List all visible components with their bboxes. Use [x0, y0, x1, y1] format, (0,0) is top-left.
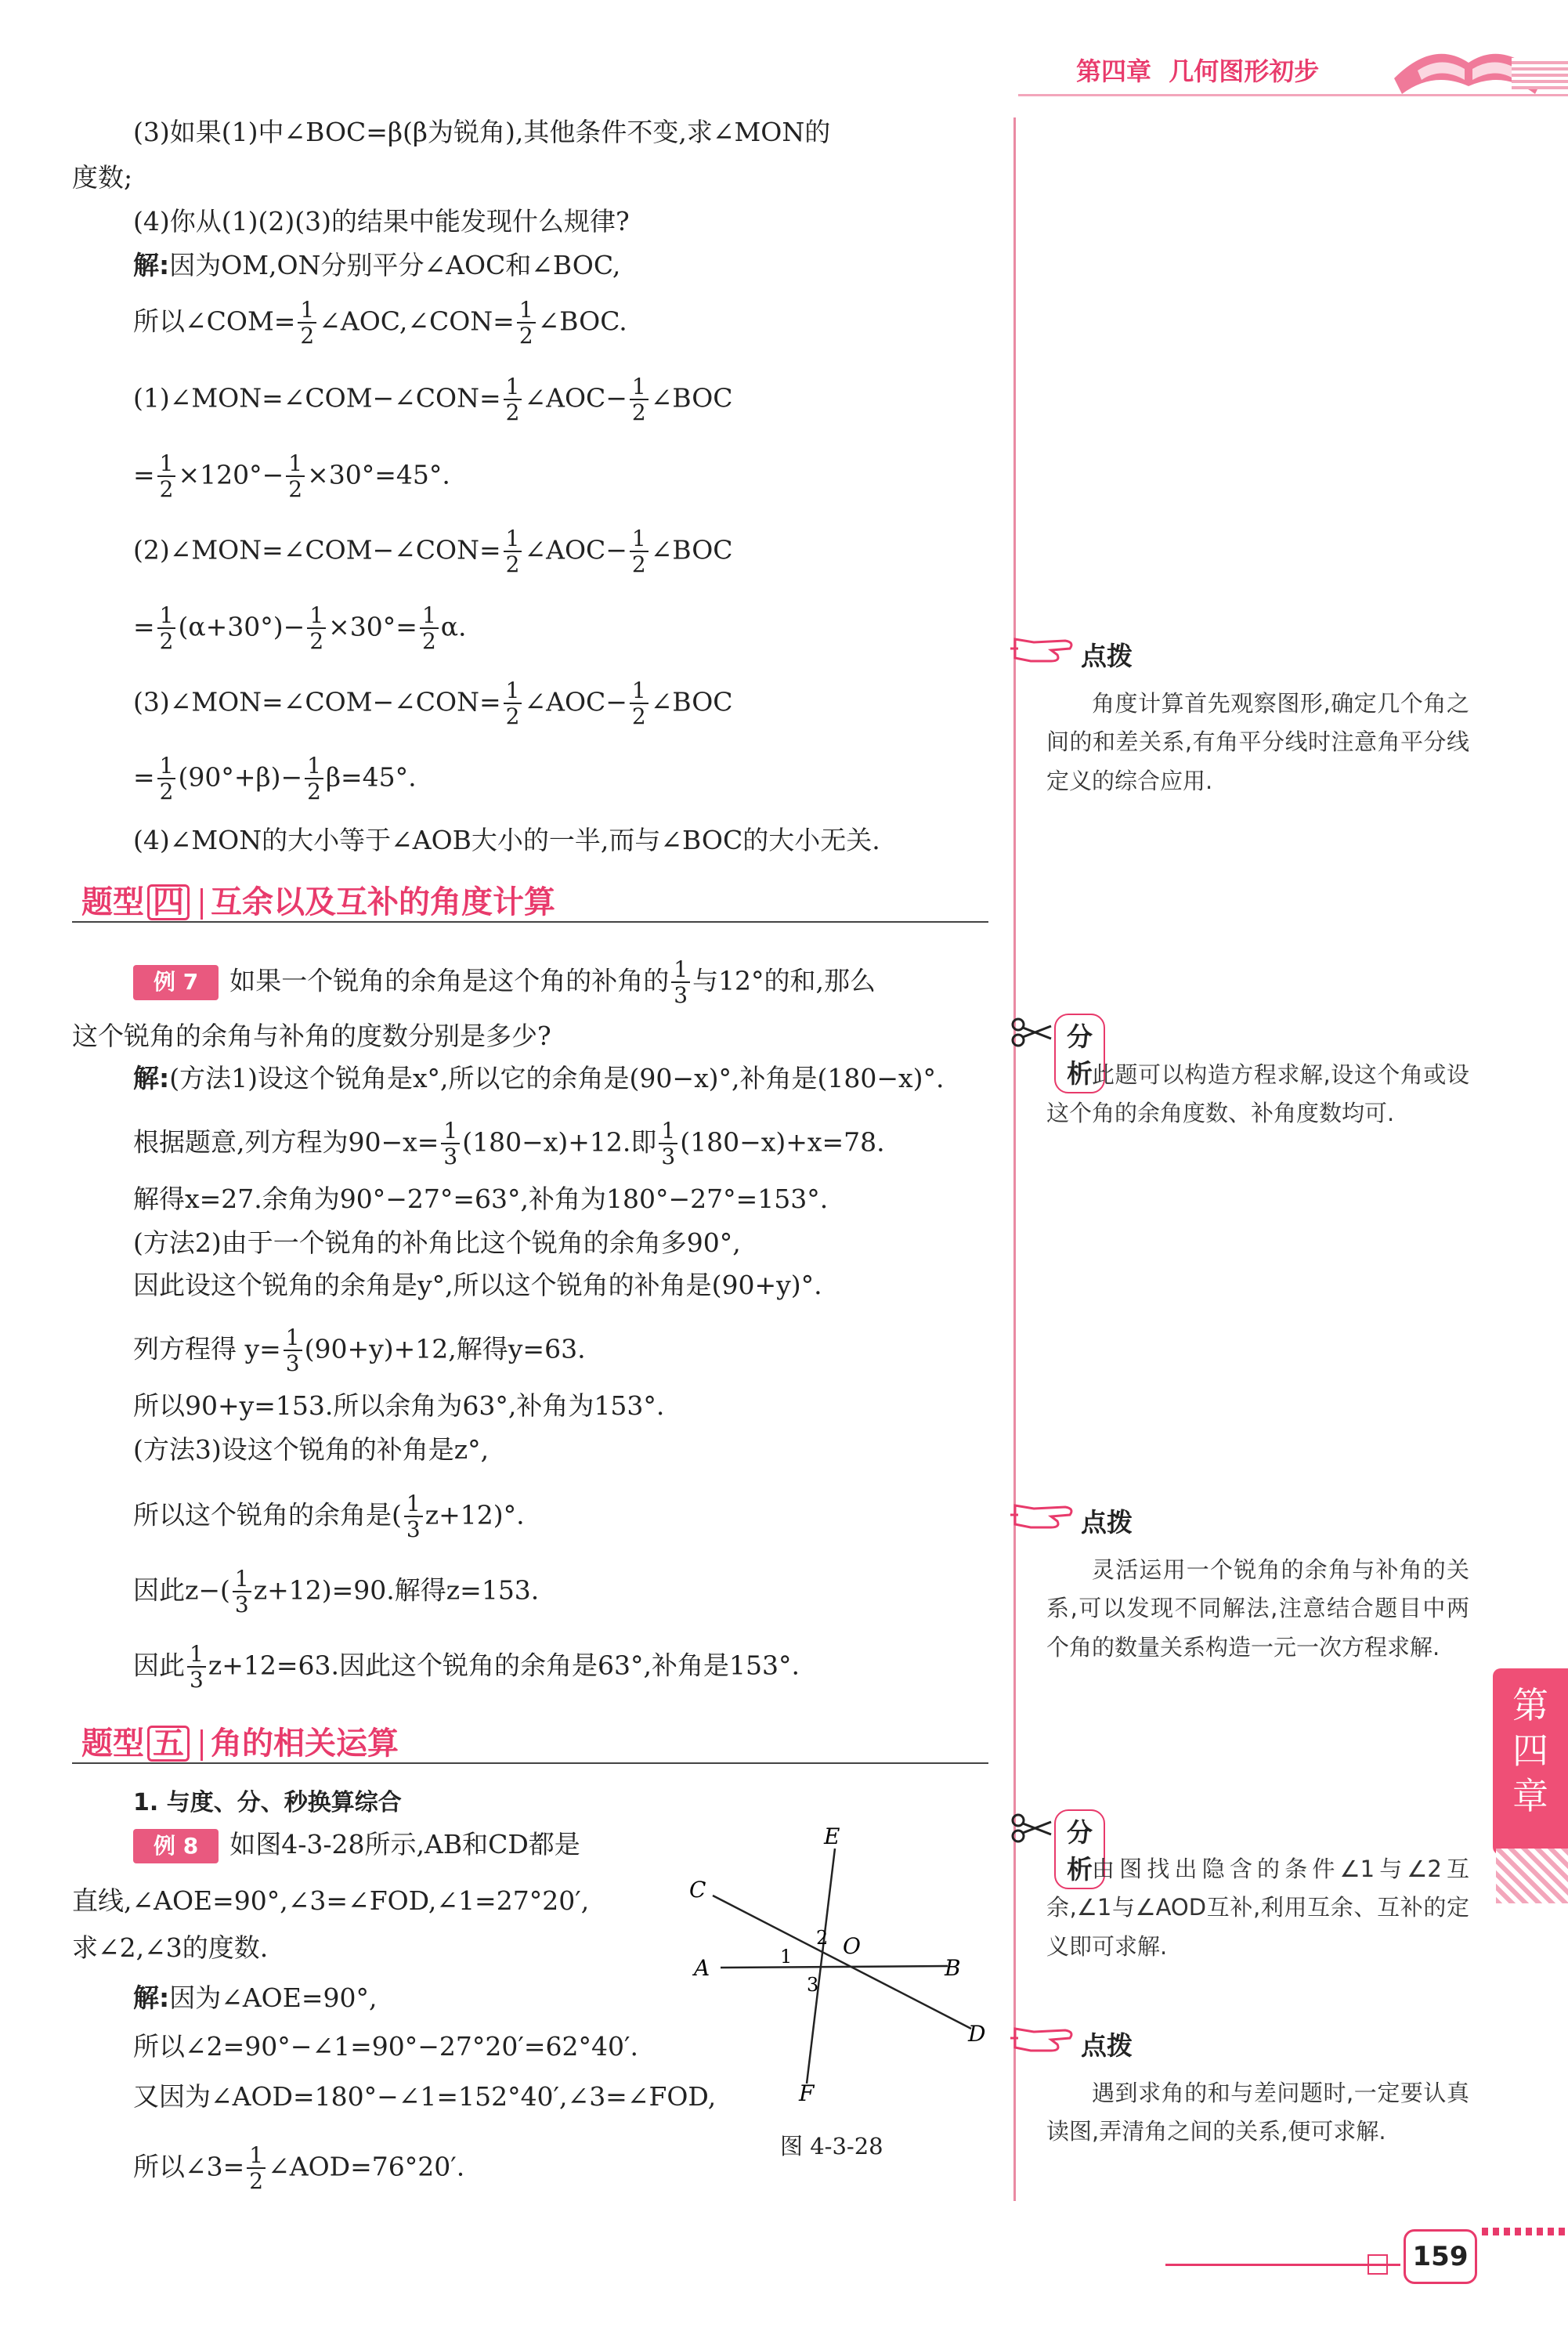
question-4: (4)你从(1)(2)(3)的结果中能发现什么规律? [133, 206, 630, 237]
figure-4-3-28 [689, 1825, 1003, 2107]
example7-sol-line6: 列方程得 y= $\frac{1}{3}$ (90+y)+12,解得y=63. [133, 1325, 586, 1377]
example7-sol-line2: 根据题意,列方程为90−x= $\frac{1}{3}$ (180−x)+12.即 $\frac{1}{3}$ (180−x)+x=78. [133, 1118, 885, 1170]
fraction-half: $\frac{1}{2}$ [504, 374, 522, 425]
label-3: 3 [807, 1974, 819, 1996]
label-O: O [843, 1933, 861, 1959]
fraction-half: $\frac{1}{2}$ [307, 603, 326, 654]
example7-badge: 例 7 [133, 965, 219, 999]
side-tip1-label: 点拨 [1081, 641, 1133, 671]
section-title: 角的相关运算 [211, 1726, 399, 1762]
example7-sol-line4: (方法2)由于一个锐角的补角比这个锐角的余角多90°, [133, 1227, 741, 1258]
header-chapter: 第四章 [1076, 56, 1152, 86]
fraction-third: $\frac{1}{3}$ [284, 1325, 302, 1376]
fraction-third: $\frac{1}{3}$ [659, 1119, 677, 1169]
example8-sol-line1: 解:因为∠AOE=90°, [133, 1982, 378, 2013]
label-D: D [968, 2021, 986, 2047]
question-3-line2: 度数; [72, 162, 133, 193]
chapter-tab-stripes [1496, 1849, 1568, 1903]
label-E: E [824, 1825, 840, 1849]
example7-sol-line1: 解:(方法1)设这个锐角是x°,所以它的余角是(90−x)°,补角是(180−x)°. [133, 1063, 945, 1093]
example8-sol-line2: 所以∠2=90°−∠1=90°−27°20′=62°40′. [133, 2031, 638, 2062]
side-analysis2-text: 由图找出隐含的条件∠1与∠2互余,∠1与∠AOD互补,利用互余、互补的定义即可求解. [1046, 1856, 1469, 1960]
part2-line2: = $\frac{1}{2}$ (α+30°)− $\frac{1}{2}$ ×30°= $\frac{1}{2}$ α. [133, 602, 467, 655]
side-analysis2-label: 分析 [1054, 1809, 1105, 1889]
example7-sol-line10: 因此z−( $\frac{1}{3}$ z+12)=90.解得z=153. [133, 1566, 540, 1618]
section-heading-5 [72, 1714, 988, 1764]
example7-sol-line5: 因此设这个锐角的余角是y°,所以这个锐角的补角是(90+y)°. [133, 1270, 822, 1300]
example8-question-line2: 直线,∠AOE=90°,∠3=∠FOD,∠1=27°20′, [72, 1885, 590, 1916]
fraction-third: $\frac{1}{3}$ [233, 1567, 251, 1617]
part3-line1: (3)∠MON=∠COM−∠CON= $\frac{1}{2}$ ∠AOC− $\frac{1}{2}$ ∠BOC [133, 678, 733, 730]
example7-sol-line8: (方法3)设这个锐角的补角是z°, [133, 1434, 490, 1465]
fraction-half: $\frac{1}{2}$ [247, 2143, 266, 2194]
solution-line1: 因为OM,ON分别平分∠AOC和∠BOC, [169, 250, 621, 280]
example8-badge: 例 8 [133, 1829, 219, 1863]
fraction-half: $\frac{1}{2}$ [305, 754, 323, 804]
section-heading-4 [72, 873, 988, 923]
line-CD [713, 1896, 971, 2029]
fraction-half: $\frac{1}{2}$ [630, 374, 649, 425]
fraction-half: $\frac{1}{2}$ [157, 451, 176, 502]
footer-square-icon [1367, 2254, 1388, 2275]
label-F: F [799, 2080, 815, 2106]
fraction-half: $\frac{1}{2}$ [504, 678, 522, 729]
side-tip1-text: 角度计算首先观察图形,确定几个角之间的和差关系,有角平分线时注意角平分线定义的综合应用. [1046, 690, 1469, 794]
section-number-box: 五 [147, 1726, 190, 1762]
fraction-half: $\frac{1}{2}$ [157, 754, 176, 804]
label-1: 1 [780, 1946, 793, 1968]
solution-intro [133, 249, 620, 283]
section-number-box: 四 [147, 884, 190, 920]
solution-line2: 所以∠COM= $\frac{1}{2}$ ∠AOC,∠CON= $\frac{1}{2}$ ∠BOC. [133, 297, 627, 349]
header-title [1076, 52, 1319, 88]
example8-question-line1: 例 8 如图4-3-28所示,AB和CD都是 [133, 1828, 580, 1863]
part4: (4)∠MON的大小等于∠AOB大小的一半,而与∠BOC的大小无关. [133, 825, 880, 855]
scissors-icon [1010, 1017, 1053, 1048]
label-A: A [694, 1955, 710, 1981]
header-section-title: 几何图形初步 [1169, 56, 1320, 86]
fraction-half: $\frac{1}{2}$ [630, 678, 649, 729]
fraction-half: $\frac{1}{2}$ [517, 298, 536, 349]
label-B: B [945, 1955, 961, 1981]
fraction-half: $\frac{1}{2}$ [157, 603, 176, 654]
side-tip3-label: 点拨 [1081, 2030, 1133, 2061]
fraction-half: $\frac{1}{2}$ [504, 526, 522, 577]
scissors-icon [1010, 1813, 1053, 1844]
label-C: C [689, 1877, 706, 1903]
side-tip2-text: 灵活运用一个锐角的余角与补角的关系,可以发现不同解法,注意结合题目中两个角的数量关系构造一元一次方程求解. [1046, 1556, 1469, 1661]
section-prefix: 题型 [81, 884, 144, 920]
example7-question-line2: 这个锐角的余角与补角的度数分别是多少? [72, 1021, 551, 1051]
footer-dots [1482, 2228, 1568, 2235]
part3-line2: = $\frac{1}{2}$ (90°+β)− $\frac{1}{2}$ β=45°. [133, 753, 417, 805]
fraction-half: $\frac{1}{2}$ [286, 451, 305, 502]
example7-sol-line11: 因此 $\frac{1}{3}$ z+12=63.因此这个锐角的余角是63°,补角是153°. [133, 1641, 800, 1693]
side-analysis1-label: 分析 [1054, 1014, 1105, 1093]
side-analysis1-text: 此题可以构造方程求解,设这个角或设这个角的余角度数、补角度数均可. [1046, 1061, 1469, 1127]
section-prefix: 题型 [81, 1726, 144, 1762]
column-divider [1013, 117, 1016, 2201]
side-tip3-text: 遇到求角的和与差问题时,一定要认真读图,弄清角之间的关系,便可求解. [1046, 2080, 1469, 2145]
example8-sol-line3: 又因为∠AOD=180°−∠1=152°40′,∠3=∠FOD, [133, 2081, 717, 2112]
fraction-third: $\frac{1}{3}$ [671, 957, 690, 1008]
example8-subheading: 1. 与度、分、秒换算综合 [133, 1789, 402, 1816]
part1-line2: = $\frac{1}{2}$ ×120°− $\frac{1}{2}$ ×30°=45°. [133, 450, 450, 503]
pointing-hand-icon [1010, 1498, 1076, 1534]
pointing-hand-icon [1010, 2021, 1076, 2057]
fraction-half: $\frac{1}{2}$ [298, 298, 316, 349]
label-2: 2 [816, 1927, 829, 1949]
section-title: 互余以及互补的角度计算 [211, 884, 555, 920]
fraction-third: $\frac{1}{3}$ [441, 1119, 460, 1169]
example7-sol-line3: 解得x=27.余角为90°−27°=63°,补角为180°−27°=153°. [133, 1184, 829, 1214]
footer-rule [1165, 2264, 1400, 2266]
fraction-half: $\frac{1}{2}$ [420, 603, 439, 654]
page-number: 159 [1404, 2229, 1477, 2284]
chapter-tab: 第 四 章 [1493, 1668, 1568, 1855]
example8-sol-line4: 所以∠3= $\frac{1}{2}$ ∠AOD=76°20′. [133, 2142, 465, 2195]
example7-sol-line7: 所以90+y=153.所以余角为63°,补角为153°. [133, 1390, 665, 1421]
fraction-third: $\frac{1}{3}$ [404, 1491, 423, 1542]
part2-line1: (2)∠MON=∠COM−∠CON= $\frac{1}{2}$ ∠AOC− $\frac{1}{2}$ ∠BOC [133, 526, 733, 578]
part1-line1: (1)∠MON=∠COM−∠CON= $\frac{1}{2}$ ∠AOC− $\frac{1}{2}$ ∠BOC [133, 374, 733, 426]
fraction-third: $\frac{1}{3}$ [187, 1642, 206, 1693]
example8-question-line3: 求∠2,∠3的度数. [72, 1932, 269, 1963]
example7-question-line1: 例 7 如果一个锐角的余角是这个角的补角的 $\frac{1}{3}$ 与12°的和,那么 [133, 957, 876, 1008]
figure-caption: 图 4-3-28 [780, 2133, 883, 2159]
solution-label: 解: [133, 250, 170, 280]
example7-sol-line9: 所以这个锐角的余角是( $\frac{1}{3}$ z+12)°. [133, 1491, 525, 1543]
line-AB [721, 1966, 948, 1968]
pointing-hand-icon [1010, 631, 1076, 667]
header-stripes [1512, 58, 1568, 89]
question-3-line1: (3)如果(1)中∠BOC=β(β为锐角),其他条件不变,求∠MON的 [133, 117, 831, 147]
fraction-half: $\frac{1}{2}$ [630, 526, 649, 577]
side-tip2-label: 点拨 [1081, 1507, 1133, 1538]
